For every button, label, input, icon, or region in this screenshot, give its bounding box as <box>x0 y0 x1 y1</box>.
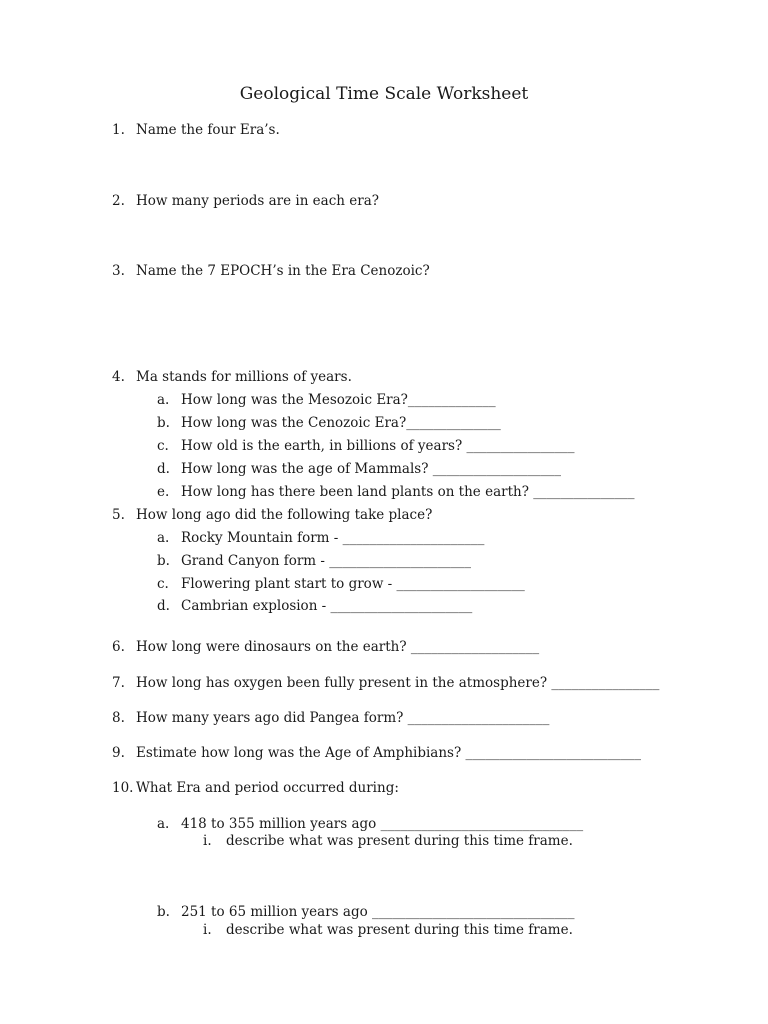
question-number: 8. <box>112 710 125 726</box>
question-text: How many periods are in each era? <box>136 193 379 209</box>
sub-label: d. <box>157 461 170 477</box>
question-number: 9. <box>112 745 125 761</box>
sub-question-text: Rocky Mountain form - _____________________ <box>181 530 485 546</box>
sub-label: e. <box>157 484 170 500</box>
sub-label: b. <box>157 553 170 569</box>
sub-question-text: How long was the Cenozoic Era?______________ <box>181 415 501 431</box>
sub-label: c. <box>157 576 169 592</box>
sub-question-text: How long was the Mesozoic Era?_____________ <box>181 392 496 408</box>
question-number: 10. <box>112 780 134 796</box>
question-text: Estimate how long was the Age of Amphibians? __________________________ <box>136 745 641 761</box>
roman-text: describe what was present during this time frame. <box>226 833 573 849</box>
sub-question-text: Grand Canyon form - _____________________ <box>181 553 471 569</box>
sub-label: b. <box>157 904 170 920</box>
roman-text: describe what was present during this time frame. <box>226 922 573 938</box>
sub-label: c. <box>157 438 169 454</box>
question-number: 6. <box>112 639 125 655</box>
sub-label: a. <box>157 816 170 832</box>
sub-label: d. <box>157 598 170 614</box>
question-number: 3. <box>112 263 125 279</box>
sub-question-text: How old is the earth, in billions of years? ________________ <box>181 438 575 454</box>
sub-question-text: How long was the age of Mammals? ___________________ <box>181 461 561 477</box>
question-number: 5. <box>112 507 125 523</box>
sub-label: a. <box>157 392 170 408</box>
question-text: What Era and period occurred during: <box>136 780 399 796</box>
page-title: Geological Time Scale Worksheet <box>239 84 529 104</box>
question-text: How long were dinosaurs on the earth? ___________________ <box>136 639 540 655</box>
question-text: Ma stands for millions of years. <box>136 369 352 385</box>
question-number: 2. <box>112 193 125 209</box>
sub-question-text: 418 to 355 million years ago ______________________________ <box>181 816 584 832</box>
sub-question-text: Cambrian explosion - _____________________ <box>181 598 473 614</box>
question-number: 4. <box>112 369 125 385</box>
sub-question-text: 251 to 65 million years ago ______________________________ <box>181 904 575 920</box>
question-text: How long ago did the following take place? <box>136 507 433 523</box>
question-text: Name the four Era’s. <box>136 122 280 138</box>
sub-question-text: How long has there been land plants on the earth? _______________ <box>181 484 635 500</box>
question-number: 7. <box>112 675 125 691</box>
question-number: 1. <box>112 122 125 138</box>
sub-label: b. <box>157 415 170 431</box>
question-text: How many years ago did Pangea form? _____________________ <box>136 710 550 726</box>
question-text: How long has oxygen been fully present in the atmosphere? ________________ <box>136 675 660 691</box>
sub-question-text: Flowering plant start to grow - ___________________ <box>181 576 525 592</box>
question-text: Name the 7 EPOCH’s in the Era Cenozoic? <box>136 263 430 279</box>
roman-label: i. <box>203 922 212 938</box>
sub-label: a. <box>157 530 170 546</box>
roman-label: i. <box>203 833 212 849</box>
